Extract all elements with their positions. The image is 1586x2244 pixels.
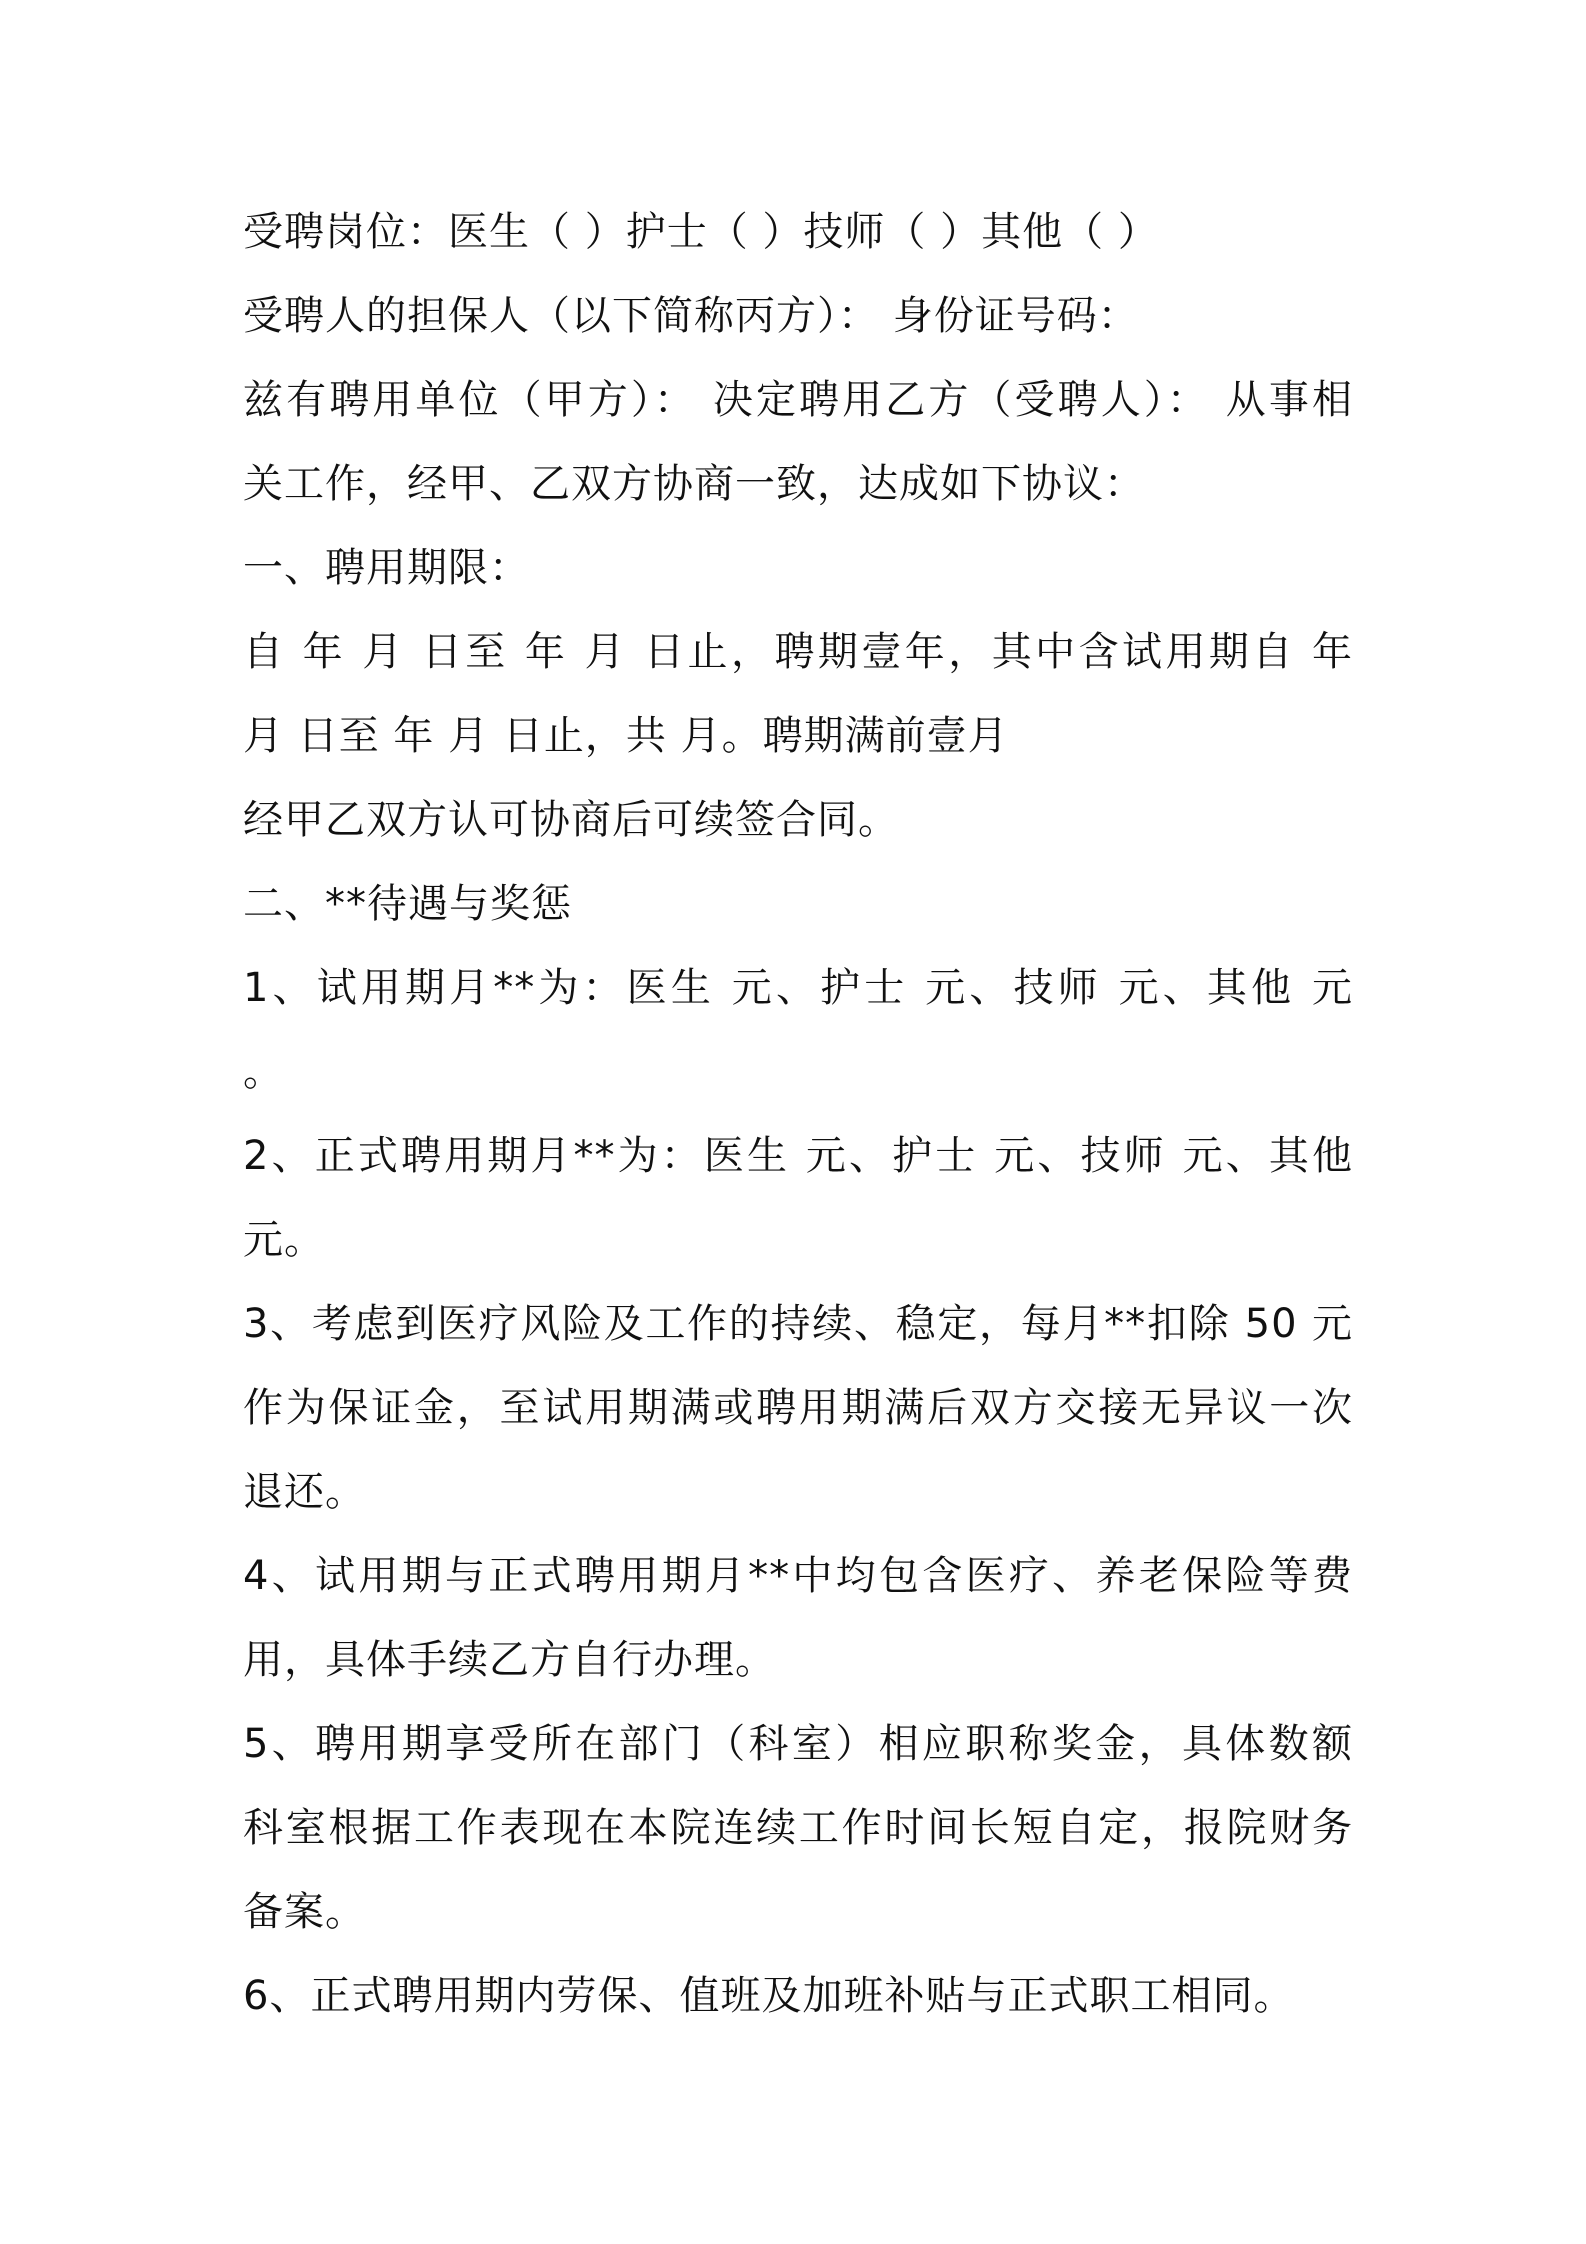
text-line: 月 日至 年 月 日止，共 月。聘期满前壹月	[243, 713, 1009, 759]
text-line: 退还。	[243, 1469, 366, 1515]
text-line: 备案。	[243, 1889, 366, 1935]
text-line: 受聘人的担保人（以下简称丙方）： 身份证号码：	[243, 293, 1139, 339]
text-line: 科室根据工作表现在本院连续工作时间长短自定，报院财务	[243, 1805, 1353, 1851]
text-line: 作为保证金，至试用期满或聘用期满后双方交接无异议一次	[243, 1385, 1353, 1431]
text-line: 经甲乙双方认可协商后可续签合同。	[243, 797, 899, 843]
text-line: 用，具体手续乙方自行办理。	[243, 1637, 776, 1683]
text-line: 元。	[243, 1217, 325, 1263]
text-line: 6、正式聘用期内劳保、值班及加班补贴与正式职工相同。	[243, 1973, 1295, 2019]
text-line: 5、聘用期享受所在部门（科室）相应职称奖金，具体数额	[243, 1721, 1353, 1767]
section-heading: 一、聘用期限：	[243, 545, 530, 591]
text-line: 受聘岗位：医生（ ）护士（ ）技师（ ）其他（ ）	[243, 209, 1159, 255]
text-line: 4、试用期与正式聘用期月**中均包含医疗、养老保险等费	[243, 1553, 1353, 1599]
text-line: 2、正式聘用期月**为：医生 元、护士 元、技师 元、其他	[243, 1133, 1353, 1179]
document-page	[243, 190, 1353, 2038]
text-line: 兹有聘用单位（甲方）： 决定聘用乙方（受聘人）： 从事相	[243, 377, 1353, 423]
text-line: 。	[243, 1049, 284, 1095]
text-line: 1、试用期月**为：医生 元、护士 元、技师 元、其他 元	[243, 965, 1353, 1011]
text-line: 自 年 月 日至 年 月 日止，聘期壹年，其中含试用期自 年	[243, 629, 1353, 675]
text-line: 3、考虑到医疗风险及工作的持续、稳定，每月**扣除 50 元	[243, 1301, 1353, 1347]
section-heading: 二、**待遇与奖惩	[243, 881, 572, 927]
text-line: 关工作，经甲、乙双方协商一致，达成如下协议：	[243, 461, 1145, 507]
